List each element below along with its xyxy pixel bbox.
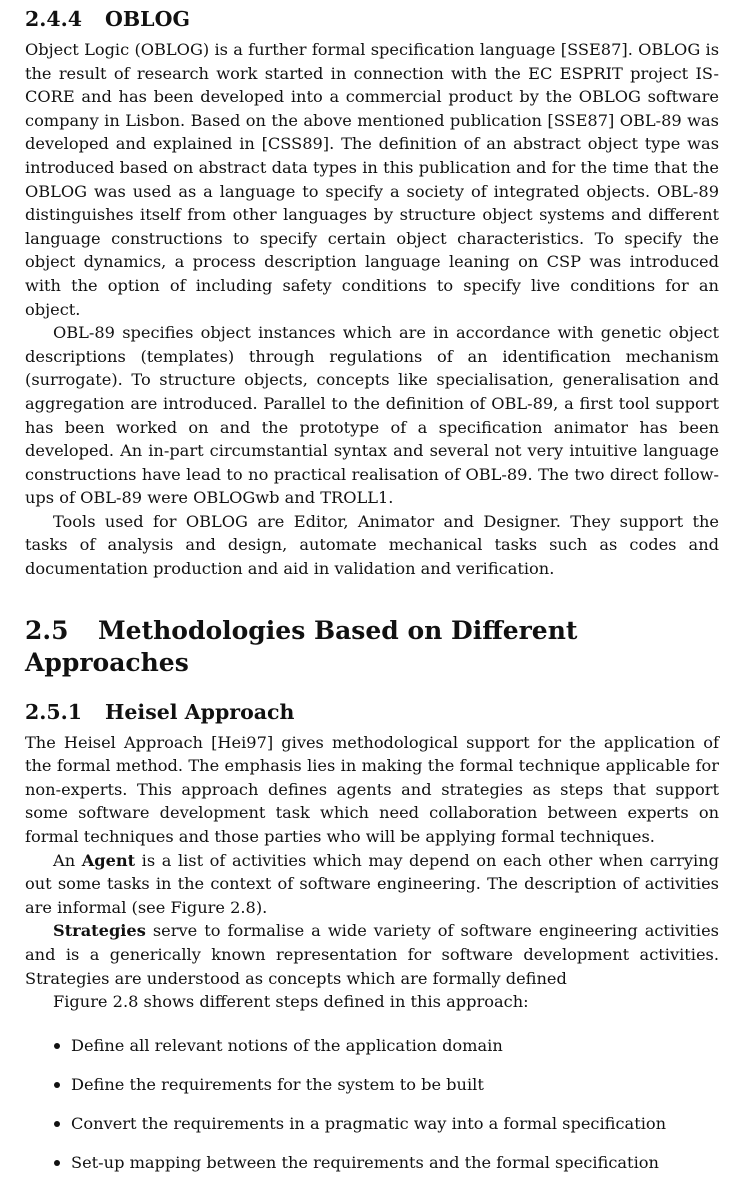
section-number: 2.5.1 — [25, 699, 83, 724]
list-item — [52, 1034, 743, 1057]
agent-definition: is a list of activities which may depend on each other when carrying out some tasks in the context of software engineering. The description of activities are informal (see Figure 2.8). — [25, 850, 720, 917]
list-item — [52, 1151, 743, 1174]
agent-lead: An — [53, 850, 82, 870]
list-item — [52, 1112, 743, 1135]
strategies-term: Strategies — [53, 921, 146, 941]
section-title: Heisel Approach — [105, 699, 295, 724]
bullet-icon — [54, 1082, 60, 1088]
bullet-icon — [54, 1043, 60, 1049]
oblog-paragraph-3: Tools used for OBLOG are Editor, Animator and Designer. They support the tasks of analysis and design, automate mechanical tasks such as codes and documentation production and aid in validation and verification. — [25, 511, 719, 579]
list-item — [52, 1073, 743, 1096]
subsection-heading-heisel — [25, 699, 719, 725]
section-title: Methodologies Based on Different Approaches — [25, 615, 578, 677]
bullet-icon — [54, 1121, 60, 1127]
step-text: Define the requirements for the system to be built — [71, 1074, 484, 1094]
subsection-heading-oblog — [25, 6, 719, 32]
figure-intro-paragraph: Figure 2.8 shows different steps defined in this approach: — [53, 992, 529, 1012]
agent-term: Agent — [81, 850, 136, 870]
section-number: 2.5 — [25, 615, 69, 645]
oblog-paragraph-1: Object Logic (OBLOG) is a further formal specification language [SSE87]. OBLOG is the result of research work started in connection with the EC ESPRIT project IS-CORE and has been developed into a commercial product by the OBLOG software company in Lisbon. Based on the above mentioned publication [SSE87] OBL-89 was developed and explained in [CSS89]. The definition of an abstract object type was introduced based on abstract data types in this publication and for the time that the OBLOG was used as a language to specify a society of integrated objects. OBL-89 distinguishes itself from other languages by structure object systems and different language constructions to specify certain object characteristics. To specify the object dynamics, a process description language leaning on CSP was introduced with the option of including safety conditions to specify live conditions for an object. — [25, 40, 719, 319]
section-title: OBLOG — [105, 7, 190, 31]
step-text: Set-up mapping between the requirements and the formal specification — [71, 1152, 659, 1172]
section-number: 2.4.4 — [25, 7, 83, 31]
steps-list — [52, 1034, 743, 1174]
heisel-intro-paragraph: The Heisel Approach [Hei97] gives methodological support for the application of the formal method. The emphasis lies in making the formal technique applicable for non-experts. This approach defines agents and strategies as steps that support some software development task which need collaboration between experts on formal techniques and those parties who will be applying formal techniques. — [25, 732, 719, 847]
section-heading-methodologies — [25, 615, 719, 679]
strategies-paragraph — [25, 919, 719, 990]
agent-paragraph — [25, 849, 719, 920]
bullet-icon — [54, 1160, 60, 1166]
step-text: Convert the requirements in a pragmatic way into a formal specification — [71, 1113, 667, 1133]
step-text: Define all relevant notions of the application domain — [71, 1035, 503, 1055]
oblog-paragraph-2: OBL-89 specifies object instances which are in accordance with genetic object descriptions (templates) through regulations of an identification mechanism (surrogate). To structure objects, concepts like specialisation, generalisation and aggregation are introduced. Parallel to the definition of OBL-89, a first tool support has been worked on and the prototype of a specification animator has been developed. An in-part circumstantial syntax and several not very intuitive language constructions have lead to no practical realisation of OBL-89. The two direct follow-ups of OBL-89 were OBLOGwb and TROLL1. — [25, 323, 719, 508]
strategies-definition: serve to formalise a wide variety of software engineering activities and is a generically known representation for software development activities. Strategies are understood as concepts which are formally defined — [25, 921, 719, 988]
page-content — [25, 6, 719, 1190]
